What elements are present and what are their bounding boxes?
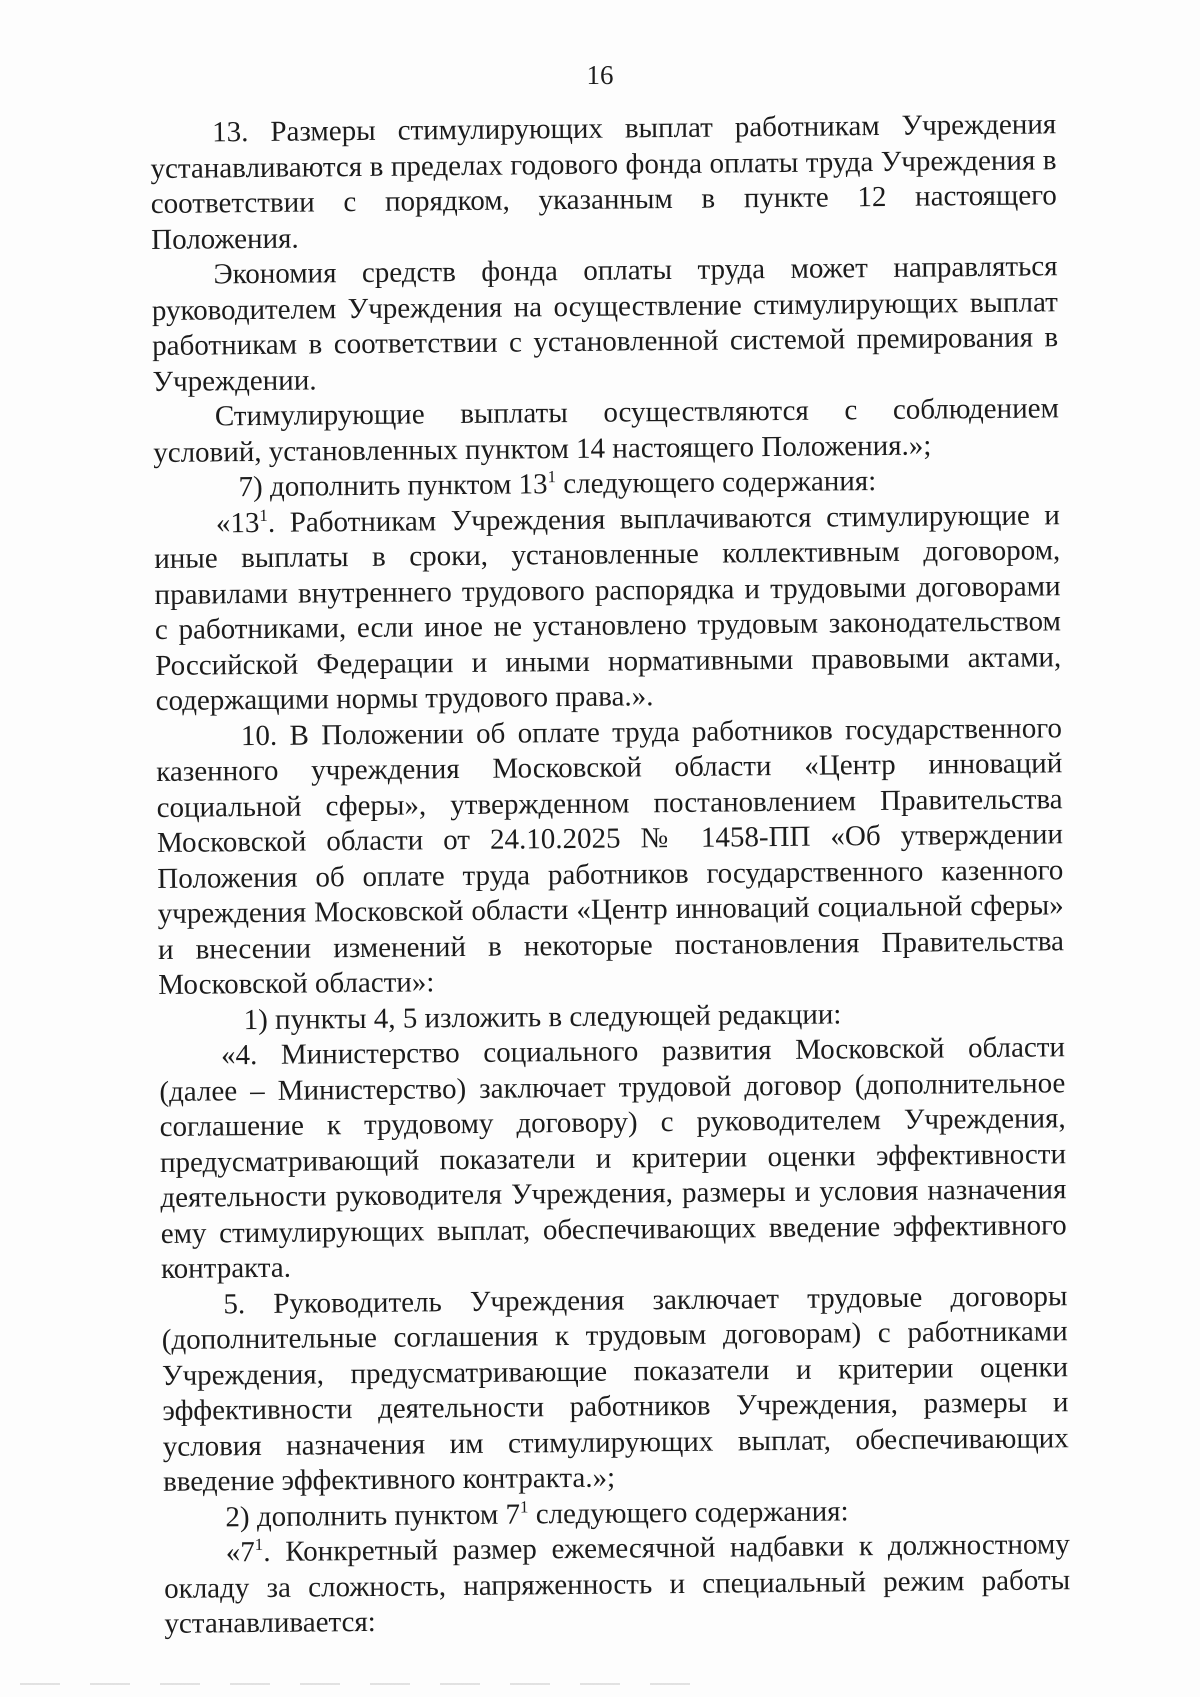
paragraph-7-1 [164,1527,1071,1642]
text-run: «13 [215,506,260,539]
superscript: 1 [259,505,268,525]
text-run: следующего содержания: [555,465,877,501]
superscript: 1 [519,1496,529,1517]
paragraph-13: 13. Размеры стимулирующих выплат работникам Учреждения устанавливаются в пределах годового фонда оплаты труда Учреждения в соответствии с порядком, указанным в пункте 12 настоящего Положения. [150,108,1057,256]
text-run: . Конкретный размер ежемесячной надбавки к должностному окладу за сложность, напряженность и специальный режим работы устанавливается: [163,1528,1071,1640]
text-run: «7 [225,1536,255,1569]
paragraph-10: 10. В Положении об оплате труда работников государственного казенного учреждения Московской области «Центр инноваций социальной сферы», утвержденном постановлением Правительства Московской области от 24.10.2025 № 1458-ПП «Об утверждении Положения об оплате труда работников государственного казенного учреждения Московской области «Центр инноваций социальной сферы» и внесении изменений в некоторые постановления Правительства Московской области»: [156,711,1065,1001]
paragraph-economy: Экономия средств фонда оплаты труда может направляться руководителем Учреждения на осуществление стимулирующих выплат работникам в соответствии с установленной системой премирования в Учреждении. [151,250,1059,398]
text-run: . Работникам Учреждения выплачиваются стимулирующие и иные выплаты в сроки, установленные коллективным договором, правилами внутреннего трудового распорядка и трудовыми договорами с работниками, если иное не установлено трудовым законодательством Российской Федерации и иными нормативными правовыми актами, содержащими нормы трудового права.». [154,498,1062,717]
paragraph-13-1 [154,498,1062,720]
paragraph-5: 5. Руководитель Учреждения заключает трудовые договоры (дополнительные соглашения к трудовым договорам) с работниками Учреждения, предусматривающие показатели и критерии оценки эффективности деятельности работников Учреждения, размеры и условия назначения им стимулирующих выплат, обеспечивающих введение эффективного контракта.»; [161,1279,1069,1498]
page-number: 16 [586,60,614,90]
paragraph-amendment-1: 1) пункты 4, 5 изложить в следующей редакции: [243,997,842,1036]
superscript: 1 [254,1534,264,1555]
paragraph-4: «4. Министерство социального развития Московской области (далее – Министерство) заключает трудовой договор (дополнительное соглашение к трудовому договору) с руководителем Учреждения, предусматривающий показатели и критерии оценки эффективности деятельности руководителя Учреждения, размеры и условия назначения ему стимулирующих выплат, обеспечивающих введение эффективного контракта. [159,1031,1067,1285]
text-run: следующего содержания: [528,1494,849,1530]
document-body [150,107,1071,1642]
text-run: 7) дополнить пунктом 13 [238,468,548,504]
text-run: 2) дополнить пунктом 7 [225,1498,521,1533]
superscript: 1 [547,467,557,487]
scan-edge-noise [20,1683,720,1685]
paragraph-stimulating-payments: Стимулирующие выплаты осуществляются с соблюдением условий, установленных пунктом 14 настоящего Положения.»; [153,392,1060,469]
